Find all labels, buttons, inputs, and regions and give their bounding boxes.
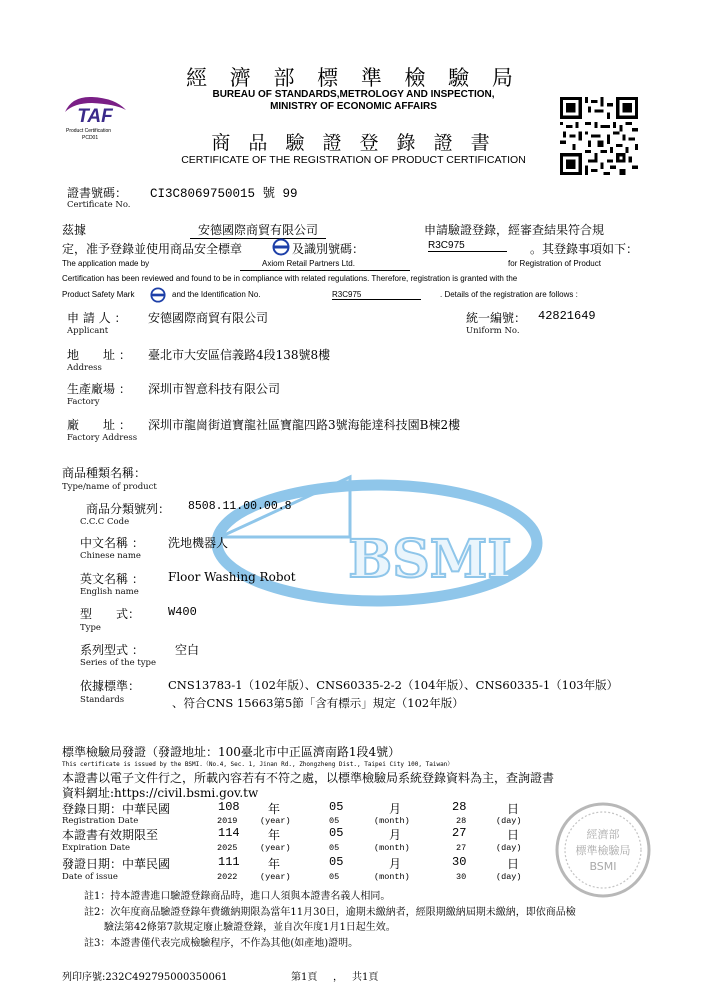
- expiration-day-unit: 日: [507, 828, 520, 842]
- registration-day-unit-en: (day): [496, 816, 522, 826]
- page-number: 第1頁: [291, 972, 318, 983]
- registration-year-unit: 年: [268, 802, 281, 816]
- bsmi-seal: [553, 800, 653, 904]
- registration-month: 05: [329, 800, 344, 814]
- issue-year: 111: [218, 855, 240, 869]
- bsmi-watermark: [205, 465, 550, 624]
- chinese-name-label: 中文名稱 ：: [80, 536, 144, 550]
- issue-day-unit-en: (day): [496, 872, 522, 882]
- type-label: 型 式：: [80, 607, 141, 621]
- english-name-label-en: English name: [80, 587, 139, 597]
- registration-month-en: 05: [329, 816, 340, 826]
- bsmi-watermark-icon: [205, 465, 550, 620]
- statement-en-identification-code: R3C975: [332, 290, 421, 300]
- product-heading: 商品種類名稱：: [62, 466, 147, 480]
- registration-day-en: 28: [456, 816, 467, 826]
- svg-text:標準檢驗局: 標準檢驗局: [575, 844, 631, 857]
- issue-day: 30: [452, 855, 467, 869]
- registration-date-label-en: Registration Date: [62, 816, 139, 826]
- expiration-date-label-en: Expiration Date: [62, 843, 131, 853]
- note-3: 註3：本證書僅代表完成檢驗程序，不作為其他(如產地)證明。: [84, 938, 359, 949]
- registration-month-unit: 月: [389, 802, 402, 816]
- agency-name-en-line1: BUREAU OF STANDARDS,METROLOGY AND INSPECTION,: [212, 89, 495, 100]
- standards-label-en: Standards: [80, 695, 125, 705]
- expiration-year-unit: 年: [268, 828, 281, 842]
- print-serial-no: 列印序號:232C492795000350061: [62, 972, 228, 983]
- factory-address-label-en: Factory Address: [67, 433, 138, 443]
- ccc-code-value: 8508.11.00.00.8: [188, 500, 292, 513]
- agency-name-cn: 經 濟 部 標 準 檢 驗 局: [186, 66, 521, 90]
- factory-label-en: Factory: [67, 397, 100, 407]
- svg-text:BSMI: BSMI: [348, 529, 512, 590]
- english-name-label: 英文名稱 ：: [80, 572, 144, 586]
- issue-day-unit: 日: [507, 857, 520, 871]
- issue-year-unit-en: (year): [260, 872, 291, 882]
- series-label: 系列型式 ：: [80, 643, 144, 657]
- applicant-value: 安德國際商貿有限公司: [148, 311, 269, 325]
- expiration-year: 114: [218, 826, 240, 840]
- type-label-en: Type: [80, 623, 101, 633]
- electronic-notice-line1: 本證書以電子文件行之，所載內容若有不符之處，以標準檢驗局系統登錄資料為主，查詢證書: [62, 771, 555, 785]
- issuer-line-en: This certificate is issued by the BSMI.（No.4, Sec. 1, Jinan Rd., Zhongzheng Dist., Taipei City 100, Taiwan）: [62, 761, 454, 768]
- ccc-code-label: 商品分類號列：: [86, 502, 171, 516]
- certificate-no-value: CI3C8069750015 號 99: [150, 187, 298, 201]
- note-2-line2: 驗法第42條第7款規定廢止驗證登錄，並自次年度1月1日起生效。: [104, 922, 396, 933]
- product-safety-mark-icon: [150, 287, 166, 303]
- issue-year-unit: 年: [268, 857, 281, 871]
- product-heading-en: Type/name of product: [62, 482, 157, 492]
- factory-value: 深圳市智意科技有限公司: [148, 382, 281, 396]
- series-value: 空白: [175, 643, 200, 657]
- uniform-no-label: 統一編號：: [466, 311, 527, 325]
- statement-line2-a: 定，准予登錄並使用商品安全標章: [62, 242, 243, 256]
- factory-label: 生產廠場 ：: [67, 382, 131, 396]
- statement-line2-b: 及識別號碼：: [292, 242, 365, 256]
- expiration-day-unit-en: (day): [496, 843, 522, 853]
- product-safety-mark-icon: [272, 238, 290, 256]
- statement-en-underline: [240, 270, 410, 271]
- svg-text:BSMI: BSMI: [589, 860, 617, 873]
- registration-day-unit: 日: [507, 802, 520, 816]
- type-value: W400: [168, 605, 197, 619]
- registration-day: 28: [452, 800, 467, 814]
- issue-date-label: 發證日期：中華民國: [62, 857, 171, 871]
- statement-identification-code: R3C975: [428, 240, 507, 252]
- applicant-label-en: Applicant: [67, 326, 109, 336]
- expiration-day-en: 27: [456, 843, 467, 853]
- statement-en-line1-a: The application made by: [62, 259, 150, 268]
- factory-address-value: 深圳市龍崗街道寶龍社區寶龍四路3號海能達科技園B棟2樓: [148, 418, 461, 432]
- issue-month-unit-en: (month): [374, 872, 410, 882]
- expiration-year-en: 2025: [217, 843, 238, 853]
- chinese-name-value: 洗地機器人: [168, 536, 229, 550]
- statement-applicant-cn: 安德國際商貿有限公司: [190, 221, 326, 239]
- statement-en-line3-a: Product Safety Mark: [62, 290, 135, 299]
- note-1: 註1：持本證書進口驗證登錄商品時，進口人須與本證書名義人相同。: [84, 891, 391, 902]
- certificate-title-cn: 商 品 驗 證 登 錄 證 書: [211, 132, 496, 154]
- bsmi-seal-icon: [553, 800, 653, 900]
- issue-date-label-en: Date of issue: [62, 872, 118, 882]
- electronic-notice-line2: 資料網址:https://civil.bsmi.gov.tw: [62, 786, 259, 800]
- expiration-year-unit-en: (year): [260, 843, 291, 853]
- registration-year-en: 2019: [217, 816, 238, 826]
- page-separator: ，: [333, 972, 343, 983]
- agency-name-en-line2: MINISTRY OF ECONOMIC AFFAIRS: [270, 101, 437, 112]
- series-label-en: Series of the type: [80, 658, 157, 668]
- issue-month-en: 05: [329, 872, 340, 882]
- statement-en-line2: Certification has been reviewed and found to be in compliance with related regulations. Therefore, registration is granted with the: [62, 274, 518, 283]
- page-total: 共1頁: [352, 972, 379, 983]
- issuer-line-cn: 標準檢驗局發證（發證地址：100臺北市中正區濟南路1段4號）: [62, 745, 401, 759]
- statement-line1-tail: 申請驗證登錄，經審查結果符合規: [424, 223, 605, 237]
- note-2-line1: 註2：次年度商品驗證登錄年費繳納期限為當年11月30日，逾期未繳納者，經限期繳納屆期未繳納，即依商品檢: [84, 907, 576, 918]
- issue-month: 05: [329, 855, 344, 869]
- issue-year-en: 2022: [217, 872, 238, 882]
- svg-text:TAF: TAF: [77, 106, 113, 127]
- factory-address-label: 廠 址 ：: [67, 418, 131, 432]
- issue-day-en: 30: [456, 872, 467, 882]
- registration-date-label: 登錄日期：中華民國: [62, 802, 171, 816]
- statement-prefix: 茲據: [62, 223, 87, 237]
- statement-en-applicant: Axiom Retail Partners Ltd.: [262, 259, 355, 268]
- registration-year-unit-en: (year): [260, 816, 291, 826]
- expiration-day: 27: [452, 826, 467, 840]
- chinese-name-label-en: Chinese name: [80, 551, 141, 561]
- uniform-no-label-en: Uniform No.: [466, 326, 520, 336]
- issue-month-unit: 月: [389, 857, 402, 871]
- svg-text:經濟部: 經濟部: [586, 828, 620, 841]
- certificate-title-en: CERTIFICATE OF THE REGISTRATION OF PRODUCT CERTIFICATION: [181, 154, 526, 166]
- expiration-date-label: 本證書有效期限至: [62, 828, 159, 842]
- expiration-month-unit-en: (month): [374, 843, 410, 853]
- ccc-code-label-en: C.C.C Code: [80, 517, 130, 527]
- address-label-en: Address: [67, 363, 102, 373]
- certificate-no-label-en: Certificate No.: [67, 200, 131, 210]
- standards-line1: CNS13783-1（102年版）、CNS60335-2-2（104年版）、CNS60335-1（103年版）: [168, 678, 619, 692]
- taf-subtitle: Product Certification: [66, 128, 112, 134]
- taf-code: PCD01: [82, 135, 99, 141]
- expiration-month-en: 05: [329, 843, 340, 853]
- expiration-month-unit: 月: [389, 828, 402, 842]
- standards-label: 依據標準：: [80, 679, 141, 693]
- statement-en-line3-b: and the Identification No.: [172, 290, 261, 299]
- registration-month-unit-en: (month): [374, 816, 410, 826]
- address-value: 臺北市大安區信義路4段138號8樓: [148, 348, 331, 362]
- registration-year: 108: [218, 800, 240, 814]
- statement-en-line1-tail: for Registration of Product: [508, 259, 601, 268]
- address-label: 地 址 ：: [67, 348, 131, 362]
- certificate-no-label: 證書號碼：: [67, 186, 128, 200]
- uniform-no-value: 42821649: [538, 309, 596, 323]
- english-name-value: Floor Washing Robot: [168, 570, 296, 584]
- statement-en-line3-tail: . Details of the registration are follows :: [440, 290, 578, 299]
- standards-line2: 、符合CNS 15663第5節「含有標示」規定（102年版）: [172, 696, 464, 710]
- applicant-label: 申 請 人 ：: [67, 311, 127, 325]
- statement-line2-tail: 。其登錄事項如下：: [530, 242, 639, 256]
- expiration-month: 05: [329, 826, 344, 840]
- taf-logo-icon: [60, 94, 130, 128]
